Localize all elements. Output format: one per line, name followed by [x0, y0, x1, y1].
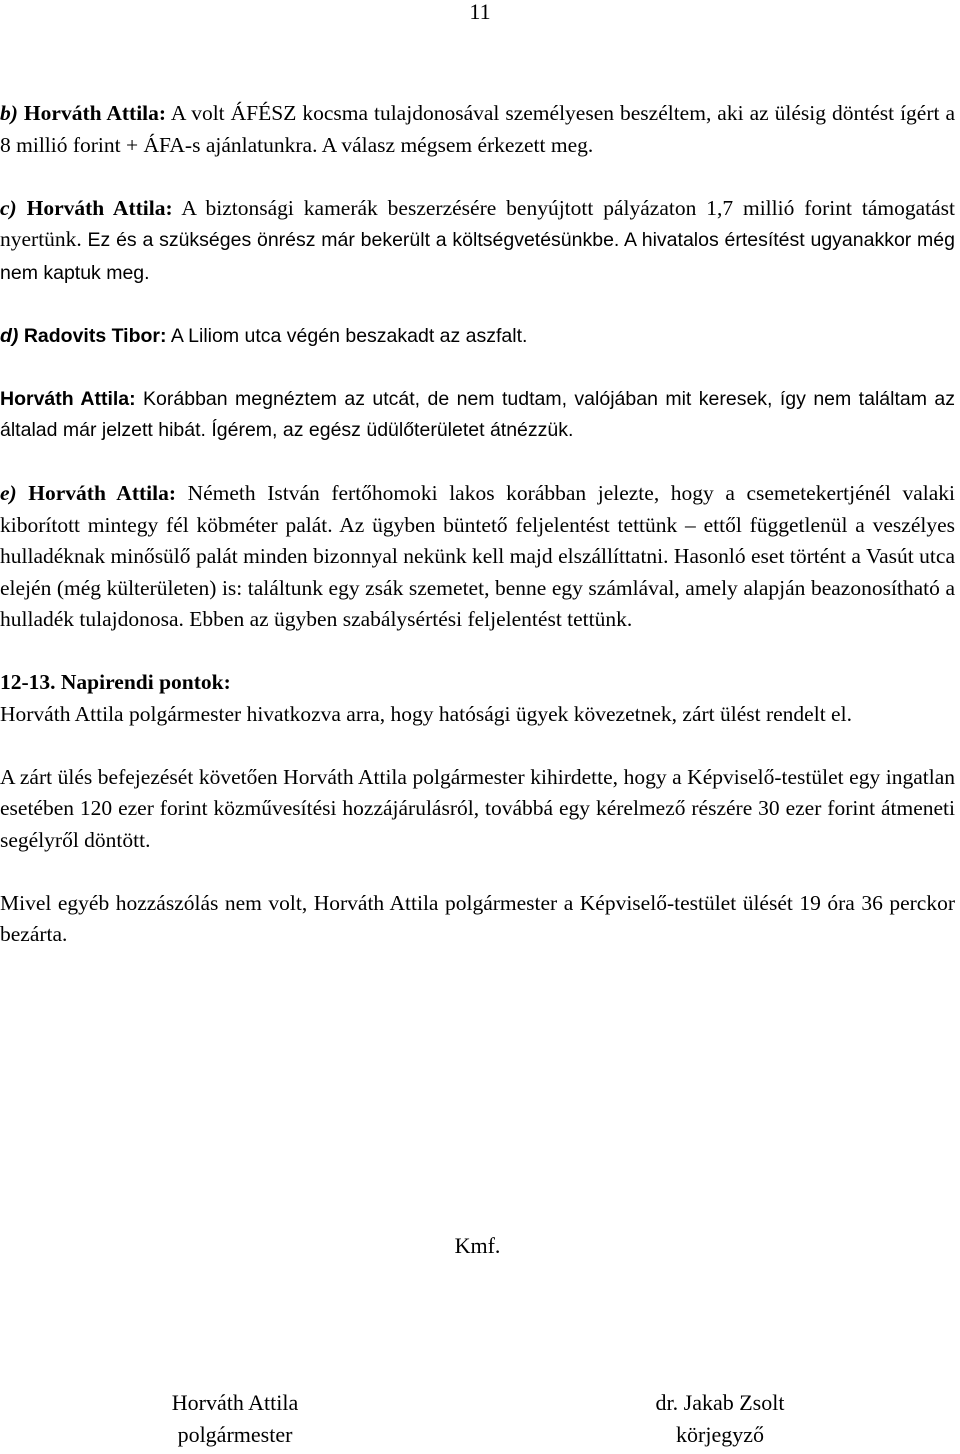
page-number: 11 [469, 0, 491, 24]
item-e [0, 478, 955, 636]
signature-title: körjegyző [676, 1422, 764, 1447]
item-label: b) [0, 101, 18, 125]
agenda-text: Horváth Attila polgármester hivatkozva arra, hogy hatósági ügyek kövezetnek, zárt ülést rendelt el. [0, 701, 852, 726]
signature-name: dr. Jakab Zsolt [655, 1390, 785, 1415]
item-text: A biztonsági kamerák beszerzésére benyújtott pályázaton 1,7 millió forint támogatást nyertünk. [0, 195, 956, 251]
signature-notary [620, 1387, 820, 1451]
spacer [0, 856, 955, 888]
agenda-heading: 12-13. Napirendi pontok: [0, 670, 231, 694]
closed-session-text: A zárt ülés befejezését követően Horváth Attila polgármester kihirdette, hogy a Képviselő-testület egy ingatlan esetében 120 ezer forint közművesítési hozzájárulásról, továbbá egy kérelmező részére 30 ezer forint átmeneti segélyről döntött. [0, 764, 955, 852]
item-label: e) [0, 481, 17, 505]
item-c [0, 193, 955, 290]
spacer [0, 352, 955, 384]
signature-mayor [135, 1387, 335, 1451]
spacer [0, 447, 955, 479]
item-text: Németh István fertőhomoki lakos korábban jelezte, hogy a csemetekertjénél valaki kiborított mintegy fél köbméter palát. [0, 481, 956, 537]
speaker-name: Horváth Attila: [0, 387, 136, 410]
item-text-rest: Az ügyben büntető feljelentést tettünk – ettől függetlenül a veszélyes hulladéknak minősülő palát minden bizonnyal nekünk kell majd elszállíttatni. Hasonló eset történt a Vasút utca elején (még külterületen) is: találtunk egy zsák szemetet, benne egy számlával, amely alapján beazonosítható a hulladék tulajdonosa. Ebben az ügyben szabálysértési feljelentést tettünk. [0, 512, 955, 631]
kmf-label: Kmf. [454, 1233, 501, 1258]
item-text-sans: Ez és a szükséges önrész már bekerült a költségvetésünkbe. A hivatalos értesítést ugyanakkor még nem kaptuk meg. [0, 229, 955, 284]
item-text: Korábban megnéztem az utcát, de nem tudtam, valójában mit keresek, így nem találtam az általad már jelzett hibát. Ígérem, az egész üdülőterületet átnézzük. [0, 387, 955, 441]
item-b [0, 98, 955, 161]
speaker-name: Horváth Attila: [28, 481, 177, 505]
item-d [0, 321, 955, 353]
item-label: c) [0, 195, 17, 220]
speaker-name: Horváth Attila: [26, 195, 173, 220]
item-text: A Liliom utca végén beszakadt az aszfalt. [166, 324, 528, 347]
spacer [0, 289, 955, 321]
speaker-name: Radovits Tibor: [23, 324, 167, 347]
spacer [0, 730, 955, 762]
speaker-name: Horváth Attila: [23, 101, 167, 125]
item-d-reply [0, 384, 955, 447]
signature-name: Horváth Attila [171, 1390, 299, 1415]
signature-title: polgármester [177, 1422, 293, 1447]
item-label: d) [0, 324, 19, 347]
closing-text: Mivel egyéb hozzászólás nem volt, Horváth Attila polgármester a Képviselő-testület ülését 19 óra 36 perckor bezárta. [0, 890, 955, 946]
spacer [0, 161, 955, 193]
spacer [0, 636, 955, 668]
item-text: A volt ÁFÉSZ kocsma tulajdonosával személyesen beszéltem, aki az ülésig döntést ígért a 8 millió forint + ÁFA-s ajánlatunkra. A válasz mégsem érkezett meg. [0, 101, 956, 157]
minutes-body [0, 98, 955, 951]
